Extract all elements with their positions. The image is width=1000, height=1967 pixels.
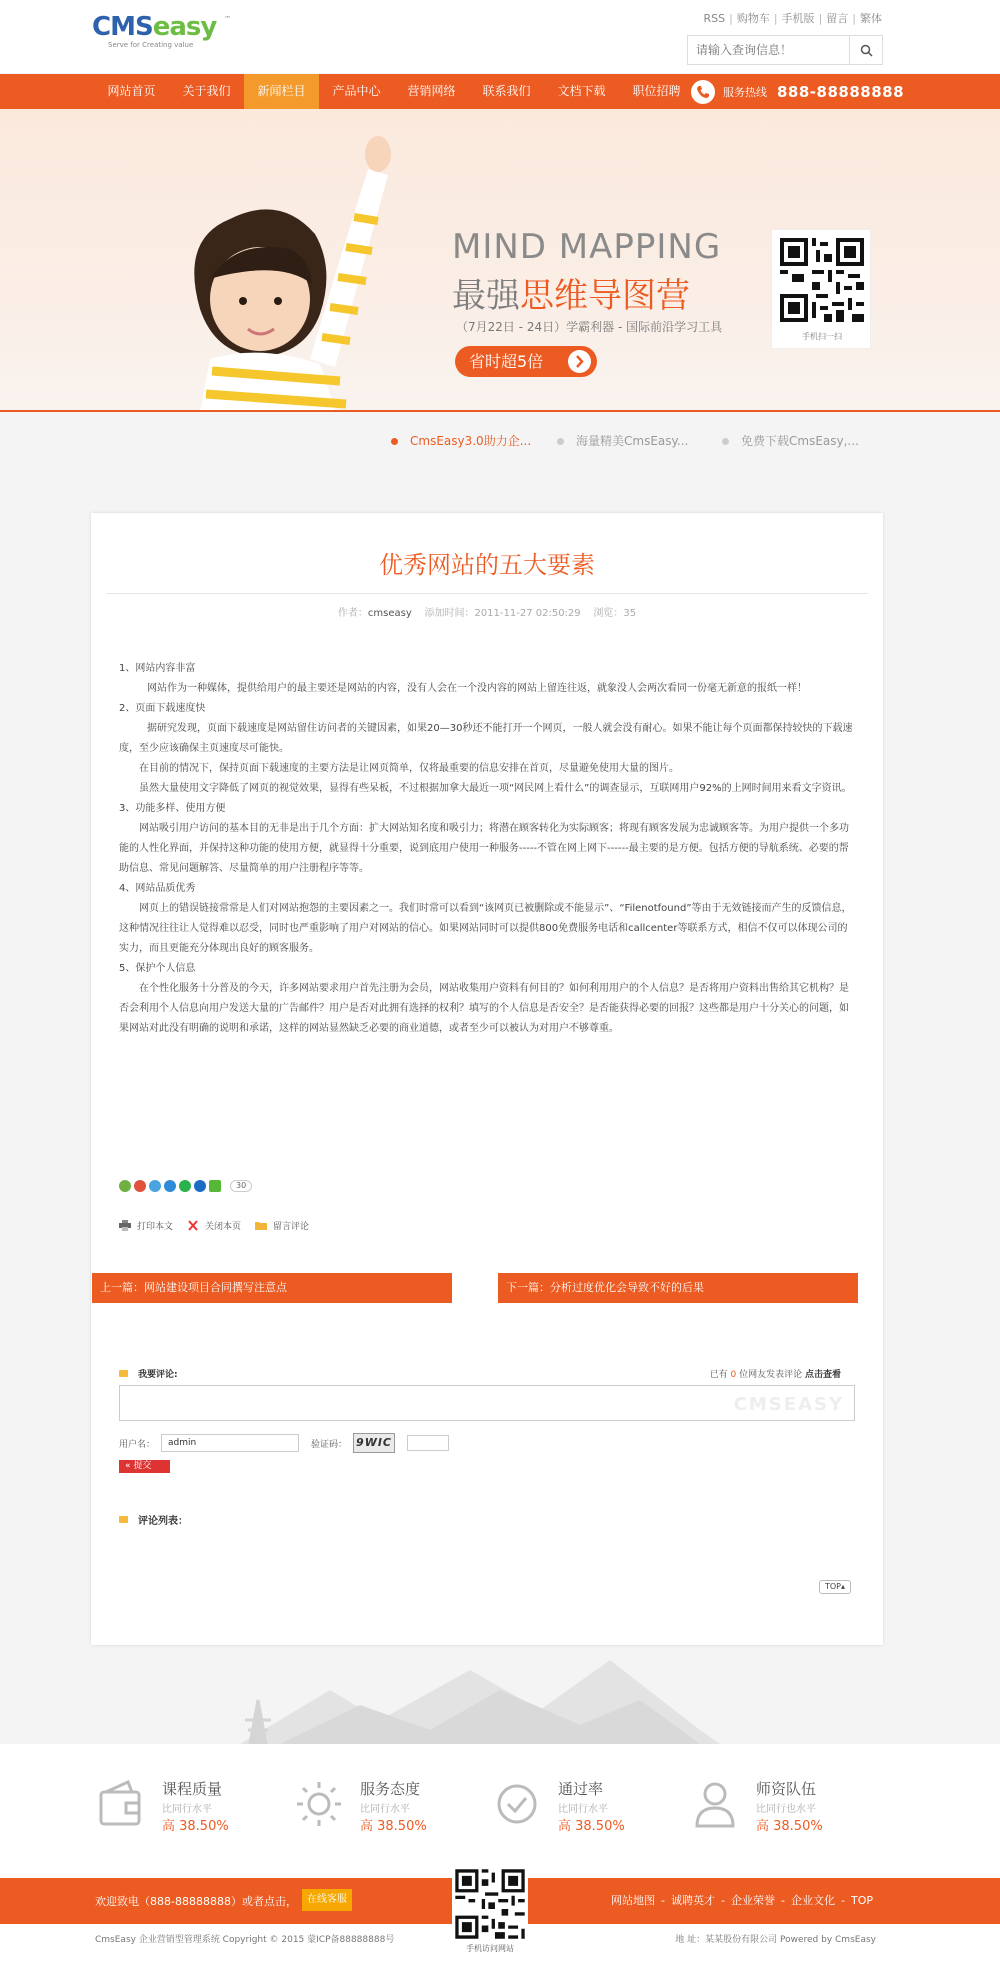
- article-title: 优秀网站的五大要素: [379, 551, 595, 579]
- qr-code-icon: [776, 234, 868, 326]
- username-input[interactable]: [161, 1434, 299, 1452]
- banner-divider: [0, 410, 1000, 412]
- banner-subtitle: （7月22日 - 24日）学霸利器 - 国际前沿学习工具: [456, 320, 723, 334]
- slide-item[interactable]: [722, 432, 859, 449]
- article-paragraph: 网站作为一种媒体，提供给用户的最主要还是网站的内容，没有人会在一个没内容的网站上留连往返，就象没人会两次看同一份毫无新意的报纸一样！: [147, 683, 807, 694]
- banner-title-cn-part2: 思维导图营: [520, 276, 690, 316]
- comment-count-suffix: 位网友发表评论: [739, 1370, 803, 1380]
- slide-item[interactable]: [557, 432, 688, 449]
- qr-code-icon: [452, 1866, 528, 1942]
- comment-watermark: CMSEASY: [733, 1394, 844, 1415]
- online-service-button[interactable]: 在线客服: [302, 1889, 352, 1911]
- check-circle-icon: [494, 1778, 540, 1830]
- feature-subtitle: 比同行水平: [360, 1804, 410, 1815]
- main-nav: [0, 74, 1000, 109]
- print-button[interactable]: [119, 1219, 173, 1232]
- meta-time-label: 添加时间：: [424, 608, 475, 619]
- banner-qr-caption: 手机扫一扫: [802, 332, 842, 341]
- meta-author: cmseasy: [367, 608, 412, 619]
- prev-article-link[interactable]: 上一篇：网站建设项目合同撰写注意点: [92, 1273, 452, 1303]
- feature-title: 师资队伍: [756, 1780, 817, 1798]
- footer-qr: [452, 1866, 528, 1942]
- article-divider: [106, 593, 868, 594]
- hero-banner[interactable]: [0, 109, 1000, 412]
- feature-value: 高 38.50%: [756, 1819, 823, 1834]
- article-heading: 4、网站品质优秀: [119, 883, 196, 894]
- feature-value: 高 38.50%: [360, 1819, 427, 1834]
- banner-cta-label: 省时超5倍: [469, 352, 544, 371]
- features-section: [0, 1744, 1000, 1878]
- top-link-mobile[interactable]: 手机版: [781, 12, 815, 25]
- username-label: 用户名：: [119, 1439, 156, 1450]
- print-label: 打印本文: [137, 1221, 174, 1232]
- feature-value: 高 38.50%: [162, 1819, 229, 1834]
- article-card: [91, 513, 883, 1645]
- comment-count-number: 0: [730, 1370, 737, 1380]
- hotline-number: 888-88888888: [777, 83, 905, 101]
- article-body: [119, 659, 857, 1039]
- top-label: TOP: [824, 1582, 841, 1591]
- nav-item-jobs[interactable]: 职位招聘: [632, 84, 681, 98]
- share-count: 30: [230, 1180, 252, 1192]
- slide-label: 海量精美CmsEasy...: [576, 434, 689, 448]
- close-icon: [187, 1220, 199, 1231]
- nav-item-about[interactable]: 关于我们: [182, 84, 231, 98]
- meta-views-label: 浏览：: [593, 608, 624, 619]
- banner-title-cn: [452, 268, 690, 317]
- comment-textarea[interactable]: [119, 1385, 855, 1421]
- footer-copyright: CmsEasy 企业营销型管理系统 Copyright © 2015 蒙ICP备88888888号: [95, 1935, 395, 1945]
- share-more-icon[interactable]: [209, 1180, 221, 1192]
- sun-icon: [296, 1778, 342, 1830]
- slide-indicators: [0, 432, 1000, 458]
- view-comments-link[interactable]: 点击查看: [804, 1370, 841, 1380]
- logo-text-easy: easy: [152, 12, 217, 42]
- bullet-icon: [119, 1516, 128, 1523]
- nav-item-contact[interactable]: 联系我们: [482, 84, 531, 98]
- nav-item-network[interactable]: 营销网络: [407, 84, 456, 98]
- article-paragraph: 在目前的情况下，保持页面下载速度的主要方法是让网页简单，仅将最重要的信息安排在首页，尽量避免使用大量的图片。: [139, 763, 679, 774]
- share-qzone-icon[interactable]: [119, 1180, 131, 1192]
- article-tools: [119, 1218, 323, 1232]
- article-meta: [91, 604, 883, 619]
- meta-time: 2011-11-27 02:50:29: [474, 608, 581, 619]
- comment-user-row: [119, 1433, 453, 1453]
- comment-form-label: 我要评论:: [138, 1370, 178, 1380]
- feature-item: [494, 1778, 694, 1838]
- footer-address: 地 址：某某股份有限公司 Powered by CmsEasy: [675, 1935, 876, 1945]
- footer-welcome: 欢迎致电（888-88888888）或者点击，: [95, 1895, 297, 1908]
- back-to-top-button[interactable]: TOP▴: [819, 1580, 851, 1594]
- top-link-traditional[interactable]: 繁体: [860, 12, 882, 25]
- article-heading: 1、网站内容非富: [119, 663, 196, 674]
- slide-dot: [722, 438, 729, 445]
- search-icon: [860, 44, 873, 57]
- slide-item[interactable]: [391, 432, 531, 449]
- search-input[interactable]: [688, 36, 848, 64]
- slide-label: CmsEasy3.0助力企...: [410, 434, 532, 448]
- search-box: [687, 35, 883, 65]
- footer-link-top[interactable]: TOP: [850, 1894, 873, 1907]
- article-heading: 5、保护个人信息: [119, 963, 196, 974]
- feature-title: 服务态度: [360, 1780, 421, 1798]
- arrow-right-icon: [568, 350, 591, 373]
- feature-subtitle: 比同行水平: [162, 1804, 212, 1815]
- comment-label: 留言评论: [273, 1221, 310, 1232]
- top-links: RSS | 购物车 | 手机版 | 留言 | 繁体: [703, 12, 882, 25]
- submit-label: 提交: [133, 1461, 152, 1471]
- banner-cta-button[interactable]: [455, 346, 597, 377]
- footer-links: 网站地图 - 诚聘英才 - 企业荣誉 - 企业文化 - TOP: [611, 1894, 873, 1907]
- footer-link-culture[interactable]: 企业文化: [791, 1894, 835, 1907]
- nav-items: [94, 74, 694, 109]
- feature-subtitle: 比同行水平: [558, 1804, 608, 1815]
- banner-qr: [771, 229, 871, 349]
- nav-item-downloads[interactable]: 文档下载: [557, 84, 606, 98]
- top-header: [0, 0, 1000, 73]
- comment-list-label: 评论列表：: [138, 1516, 188, 1527]
- article-heading: 3、功能多样、使用方便: [119, 803, 226, 814]
- logo-text-cms: CMS: [92, 12, 153, 42]
- meta-views: 35: [623, 608, 637, 619]
- article-paragraph: 据研究发现，页面下载速度是网站留住访问者的关键因素，如果20—30秒还不能打开一个网页，一般人就会没有耐心。如果不能让每个页面都保持较快的下载速度，至少应该确保主页速度尽可能快。: [119, 723, 853, 754]
- close-label: 关闭本页: [205, 1221, 242, 1232]
- logo-tm: ™: [224, 15, 231, 23]
- feature-item: [692, 1778, 892, 1838]
- hotline-label: 服务热线: [723, 86, 767, 99]
- comment-count-prefix: 已有: [709, 1370, 728, 1380]
- share-weibo-icon[interactable]: [134, 1180, 146, 1192]
- logo[interactable]: [92, 12, 242, 52]
- close-page-button[interactable]: [187, 1219, 241, 1232]
- footer-link-honors[interactable]: 企业荣誉: [731, 1894, 776, 1907]
- top-link-message[interactable]: 留言: [826, 12, 849, 25]
- slide-label: 免费下载CmsEasy,...: [741, 434, 859, 448]
- feature-subtitle: 比同行也水平: [756, 1804, 816, 1815]
- next-article-link[interactable]: 下一篇：分析过度优化会导致不好的后果: [498, 1273, 858, 1303]
- share-tqq-icon[interactable]: [149, 1180, 161, 1192]
- mountains-decoration: [0, 1660, 1000, 1744]
- comment-list-heading: [119, 1512, 188, 1527]
- captcha-input[interactable]: [407, 1435, 449, 1451]
- slide-dot: [557, 438, 564, 445]
- comment-count: [710, 1367, 841, 1380]
- feature-title: 通过率: [558, 1780, 604, 1798]
- banner-title-en: MIND MAPPING: [452, 227, 722, 267]
- search-button[interactable]: [849, 36, 882, 64]
- article-paragraph: 网站吸引用户访问的基本目的无非是出于几个方面：扩大网站知名度和吸引力；将潜在顾客转化为实际顾客；将现有顾客发展为忠诚顾客等。为用户提供一个多功能的人性化界面，并保持这种功能的使用方便，就显得十分重要，说到底用户使用一种服务-----不管在网上网下------最主要的是方便。包括方便的导航系统、必要的帮助信息、常见问题解答、尽量简单的用户注册程序等等。: [119, 823, 849, 874]
- folder-icon: [255, 1220, 267, 1231]
- nav-item-home[interactable]: 网站首页: [107, 84, 156, 98]
- article-paragraph: 在个性化服务十分普及的今天，许多网站要求用户首先注册为会员，网站收集用户资料有何目的？如何利用用户的个人信息？是否将用户资料出售给其它机构？是否会利用个人信息向用户发送大量的广告邮件？用户是否对此拥有选择的权利？填写的个人信息是否安全？是否能获得必要的回报？这些都是用户十分关心的问题，如果网站对此没有明确的说明和承诺，这样的网站显然缺乏必要的商业道德，或者至少可以被认为对用户不够尊重。: [119, 983, 849, 1034]
- bullet-icon: [119, 1370, 128, 1377]
- logo-tagline: Serve for Creating value: [108, 41, 194, 49]
- nav-item-products[interactable]: 产品中心: [332, 84, 381, 98]
- meta-author-label: 作者：: [337, 608, 368, 619]
- user-icon: [692, 1778, 738, 1830]
- captcha-label: 验证码：: [311, 1439, 348, 1450]
- share-kaixin-icon[interactable]: [194, 1180, 206, 1192]
- article-paragraph: 网页上的错误链接常常是人们对网站抱怨的主要因素之一。我们时常可以看到“该网页已被删除或不能显示”、“Filenotfound”等由于无效链接而产生的反馈信息，这种情况往往让人觉得难以忍受，同时也严重影响了用户对网站的信心。如果网站同时可以提供800免费服务电话和callcenter等联系方式，相信不仅可以体现公司的实力，而且更能充分体现出良好的顾客服务。: [119, 903, 852, 954]
- footer-link-jobs[interactable]: 诚聘英才: [671, 1894, 716, 1907]
- banner-title-cn-part1: 最强: [452, 276, 520, 316]
- footer-qr-caption: 手机访问网站: [466, 1944, 514, 1953]
- hotline: [691, 79, 904, 105]
- share-bar: [119, 1179, 252, 1193]
- comment-form-heading: [119, 1367, 178, 1380]
- logo-wordmark: [92, 12, 216, 42]
- share-renren-icon[interactable]: [164, 1180, 176, 1192]
- printer-icon: [119, 1220, 131, 1231]
- captcha-image[interactable]: 9WIC: [353, 1433, 395, 1453]
- comment-button[interactable]: [255, 1219, 309, 1232]
- feature-item: [296, 1778, 496, 1838]
- wallet-icon: [98, 1778, 144, 1830]
- nav-item-news[interactable]: 新闻栏目: [244, 74, 319, 109]
- child-illustration: [140, 109, 440, 412]
- feature-value: 高 38.50%: [558, 1819, 625, 1834]
- footer-link-sitemap[interactable]: 网站地图: [611, 1894, 656, 1907]
- feature-item: [98, 1778, 298, 1838]
- article-heading: 2、页面下载速度快: [119, 703, 206, 714]
- slide-dot: [391, 438, 398, 445]
- top-link-rss[interactable]: RSS: [703, 12, 726, 25]
- feature-title: 课程质量: [162, 1780, 223, 1798]
- submit-button[interactable]: « 提交: [119, 1460, 170, 1473]
- article-paragraph: 虽然大量使用文字降低了网页的视觉效果，显得有些呆板，不过根据加拿大最近一项“网民网上看什么”的调查显示，互联网用户92%的上网时间用来看文字资讯。: [139, 783, 852, 794]
- top-link-cart[interactable]: 购物车: [736, 12, 770, 25]
- share-wechat-icon[interactable]: [179, 1180, 191, 1192]
- phone-icon: [691, 80, 715, 104]
